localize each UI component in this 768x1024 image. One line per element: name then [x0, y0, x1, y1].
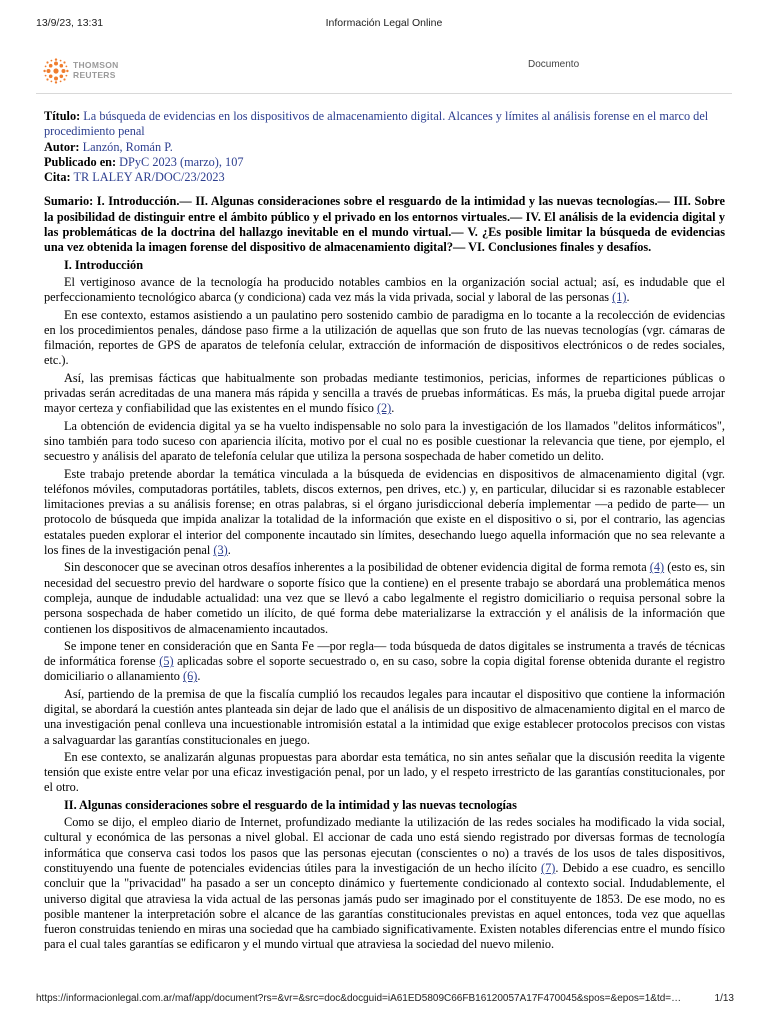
footnote-link[interactable]: (2) [376, 401, 392, 416]
meta-title-row [44, 109, 725, 140]
brand-wordmark [73, 60, 133, 80]
footnote-link[interactable]: (7) [540, 860, 556, 875]
print-header [0, 17, 768, 33]
citation: TR LALEY AR/DOC/23/2023 [73, 170, 225, 185]
paragraph: La obtención de evidencia digital ya se ha vuelto indispensable no solo para la investigación de los llamados "delitos informáticos", sino también para todo suceso con apariencia ilícita, motivo por el cual no es posible cuestionar la relevancia que tiene, por ejemplo, el secuestro y análisis del aparato de telefonía celular que utiliza la persona sospechada de haber cometido un delito. [44, 418, 725, 464]
section-heading-1: I. Introducción [64, 257, 144, 272]
document-label: Documento [528, 59, 580, 70]
paragraph: Se impone tener en consideración que en Santa Fe —por regla— toda búsqueda de datos digitales se instrumenta a través de técnicas de informática forense (5) aplicadas sobre el soporte secuestrado o, en su caso, sobre la copia digital forense obtenida durante el registro domiciliario o allanamiento (6). [44, 638, 725, 684]
footnote-link[interactable]: (5) [159, 654, 174, 669]
paragraph: Así, partiendo de la premisa de que la fiscalía cumplió los recaudos legales para incautar el dispositivo que contiene la información digital, se abordará la cuestión antes planteada sin dejar de lado que el análisis de un dispositivo de almacenamiento digital en el marco de una investigación penal conlleva una incuestionable intromisión estatal a la intimidad que exige establecer protocolos precisos con vistas a salvaguardar las garantías constitucionales en juego. [44, 686, 725, 747]
print-title: Información Legal Online [325, 17, 443, 29]
section-heading-2: II. Algunas consideraciones sobre el resguardo de la intimidad y las nuevas tecnologías [64, 797, 517, 812]
page-url: https://informacionlegal.com.ar/maf/app/document?rs=&vr=&src=doc&docguid=iA61ED5809C66FB16120057A17F470045&spos=&epos=1&td=… [36, 993, 682, 1004]
thomson-reuters-logo-icon [43, 58, 69, 84]
document-metadata [44, 109, 725, 185]
paragraph: Como se dijo, el empleo diario de Internet, profundizado mediante la utilización de las redes sociales ha modificado la vida social, cultural y económica de las personas a nivel global. El accionar de cada uno está siendo registrado por diversas formas de tecnología informática que conserva casi todos los pasos que las personas ejecutan (conscientes o no) a través de los usos de tales dispositivos, constituyendo una fuente de potenciales evidencias útiles para la investigación de un hecho ilícito (7). Debido a ese cuadro, es sencillo concluir que la "privacidad" ha pasado a ser un concepto dinámico y fuertemente condicionado al contexto social. Indudablemente, el universo digital que atraviesa la vida actual de las personas jamás pudo ser imaginado por el constituyente de 1853. De ese modo, no es posible mantener la interpretación sobre el alcance de las garantías constitucionales previstas en aquel entonces, toda vez que aquellas fueron construidas teniendo en miras una sociedad que ha cambiado significativamente. Existen notables diferencias entre el mundo físico para el cual tales garantías se edificaron y el mundo virtual que atraviesa la sociedad del nuevo milenio. [44, 815, 725, 952]
header-divider [36, 93, 732, 94]
citation-label: Cita: [44, 170, 71, 185]
document-body [44, 109, 725, 953]
footnote-link[interactable]: (1) [612, 290, 627, 305]
brand-line-1: THOMSON [73, 60, 119, 70]
author-name: Lanzón, Román P. [82, 139, 173, 154]
paragraph: En ese contexto, se analizarán algunas propuestas para abordar esta temática, no sin antes señalar que la discusión reedita la vigente tensión que existe entre velar por una eficaz investigación penal, por un lado, y el respeto irrestricto de las garantías constitucionales, por el otro. [44, 749, 725, 795]
author-label: Autor: [44, 139, 80, 154]
meta-published-row [44, 155, 725, 170]
title-label: Título: [44, 109, 81, 123]
summary: Sumario: I. Introducción.— II. Algunas consideraciones sobre el resguardo de la intimidad y las nuevas tecnologías.— III. Sobre la posibilidad de distinguir entre el ámbito público y el privado en los entornos virtuales.— IV. El análisis de la evidencia digital y las problemáticas de la doctrina del hallazgo inevitable en el mundo virtual.— V. ¿Es posible limitar la búsqueda de evidencias una vez obtenida la imagen forense del dispositivo de almacenamiento digital?— VI. Conclusiones finales y desafíos. [44, 194, 725, 255]
footnote-link[interactable]: (6) [182, 669, 198, 684]
paragraph: El vertiginoso avance de la tecnología ha producido notables cambios en la organización social actual; así, es indudable que el perfeccionamiento tecnológico abarca (y condiciona) cada vez más la vida privada, social y laboral de las personas (1). [44, 274, 725, 305]
meta-citation-row [44, 170, 725, 185]
document-title: La búsqueda de evidencias en los dispositivos de almacenamiento digital. Alcances y límites al análisis forense en el marco del procedimiento penal [44, 109, 709, 139]
published-in: DPyC 2023 (marzo), 107 [119, 154, 244, 169]
paragraph: Así, las premisas fácticas que habitualmente son probadas mediante testimonios, pericias, informes de reparticiones públicas o privadas serán acreditadas de una manera más rápida y sencilla a través de pruebas informáticas. Es más, la prueba digital puede arrojar mayor certeza y confiabilidad que las existentes en el mundo físico (2). [44, 370, 725, 416]
meta-author-row [44, 140, 725, 155]
paragraph: Sin desconocer que se avecinan otros desafíos inherentes a la posibilidad de obtener evidencia digital de forma remota (4) (esto es, sin necesidad del secuestro previo del hardware o soporte físico que la contiene) en el presente trabajo se abordará una problemática menos compleja, aunque de indudable actualidad: una vez que se llevó a cabo legalmente el registro domiciliario o requisa personal sobre la persona sospechada de haber cometido un ilícito, de qué forma debe materializarse la extracción y el análisis de la información que contienen los dispositivos de almacenamiento incautados. [44, 560, 726, 636]
brand-line-2: REUTERS [73, 70, 116, 80]
print-datetime: 13/9/23, 13:31 [36, 17, 104, 29]
published-label: Publicado en: [44, 154, 117, 169]
footnote-link[interactable]: (3) [213, 543, 228, 558]
paragraph: Este trabajo pretende abordar la temática vinculada a la búsqueda de evidencias en dispositivos de almacenamiento digital (vgr. teléfonos móviles, computadoras portátiles, tablets, discos externos, pen drives, etc.) y, en particular, dilucidar si es razonable establecer limitaciones previas a su análisis forense; en otras palabras, si el órgano jurisdiccional debería implementar —a pedido de parte— un protocolo de búsqueda que impida analizar la totalidad de la información que existe en el dispositivo o si, por el contrario, las agencias estatales pueden explorar el interior del componente incautado sin límites, desechando luego aquella información que no sea relevante a los fines de la investigación penal (3). [44, 466, 725, 558]
footnote-link[interactable]: (4) [649, 560, 665, 575]
paragraph: En ese contexto, estamos asistiendo a un paulatino pero sostenido cambio de paradigma en lo tocante a la recolección de evidencias en los procedimientos penales, dándose paso firme a la utilización de aquellas que son fruto de las nuevas tecnologías (vgr. cámaras de filmación, reportes de GPS de aparatos de telefonía celular, extracción de información de dispositivos electrónicos o de redes sociales, etc.). [44, 307, 725, 368]
page-number: 1/13 [714, 993, 734, 1004]
